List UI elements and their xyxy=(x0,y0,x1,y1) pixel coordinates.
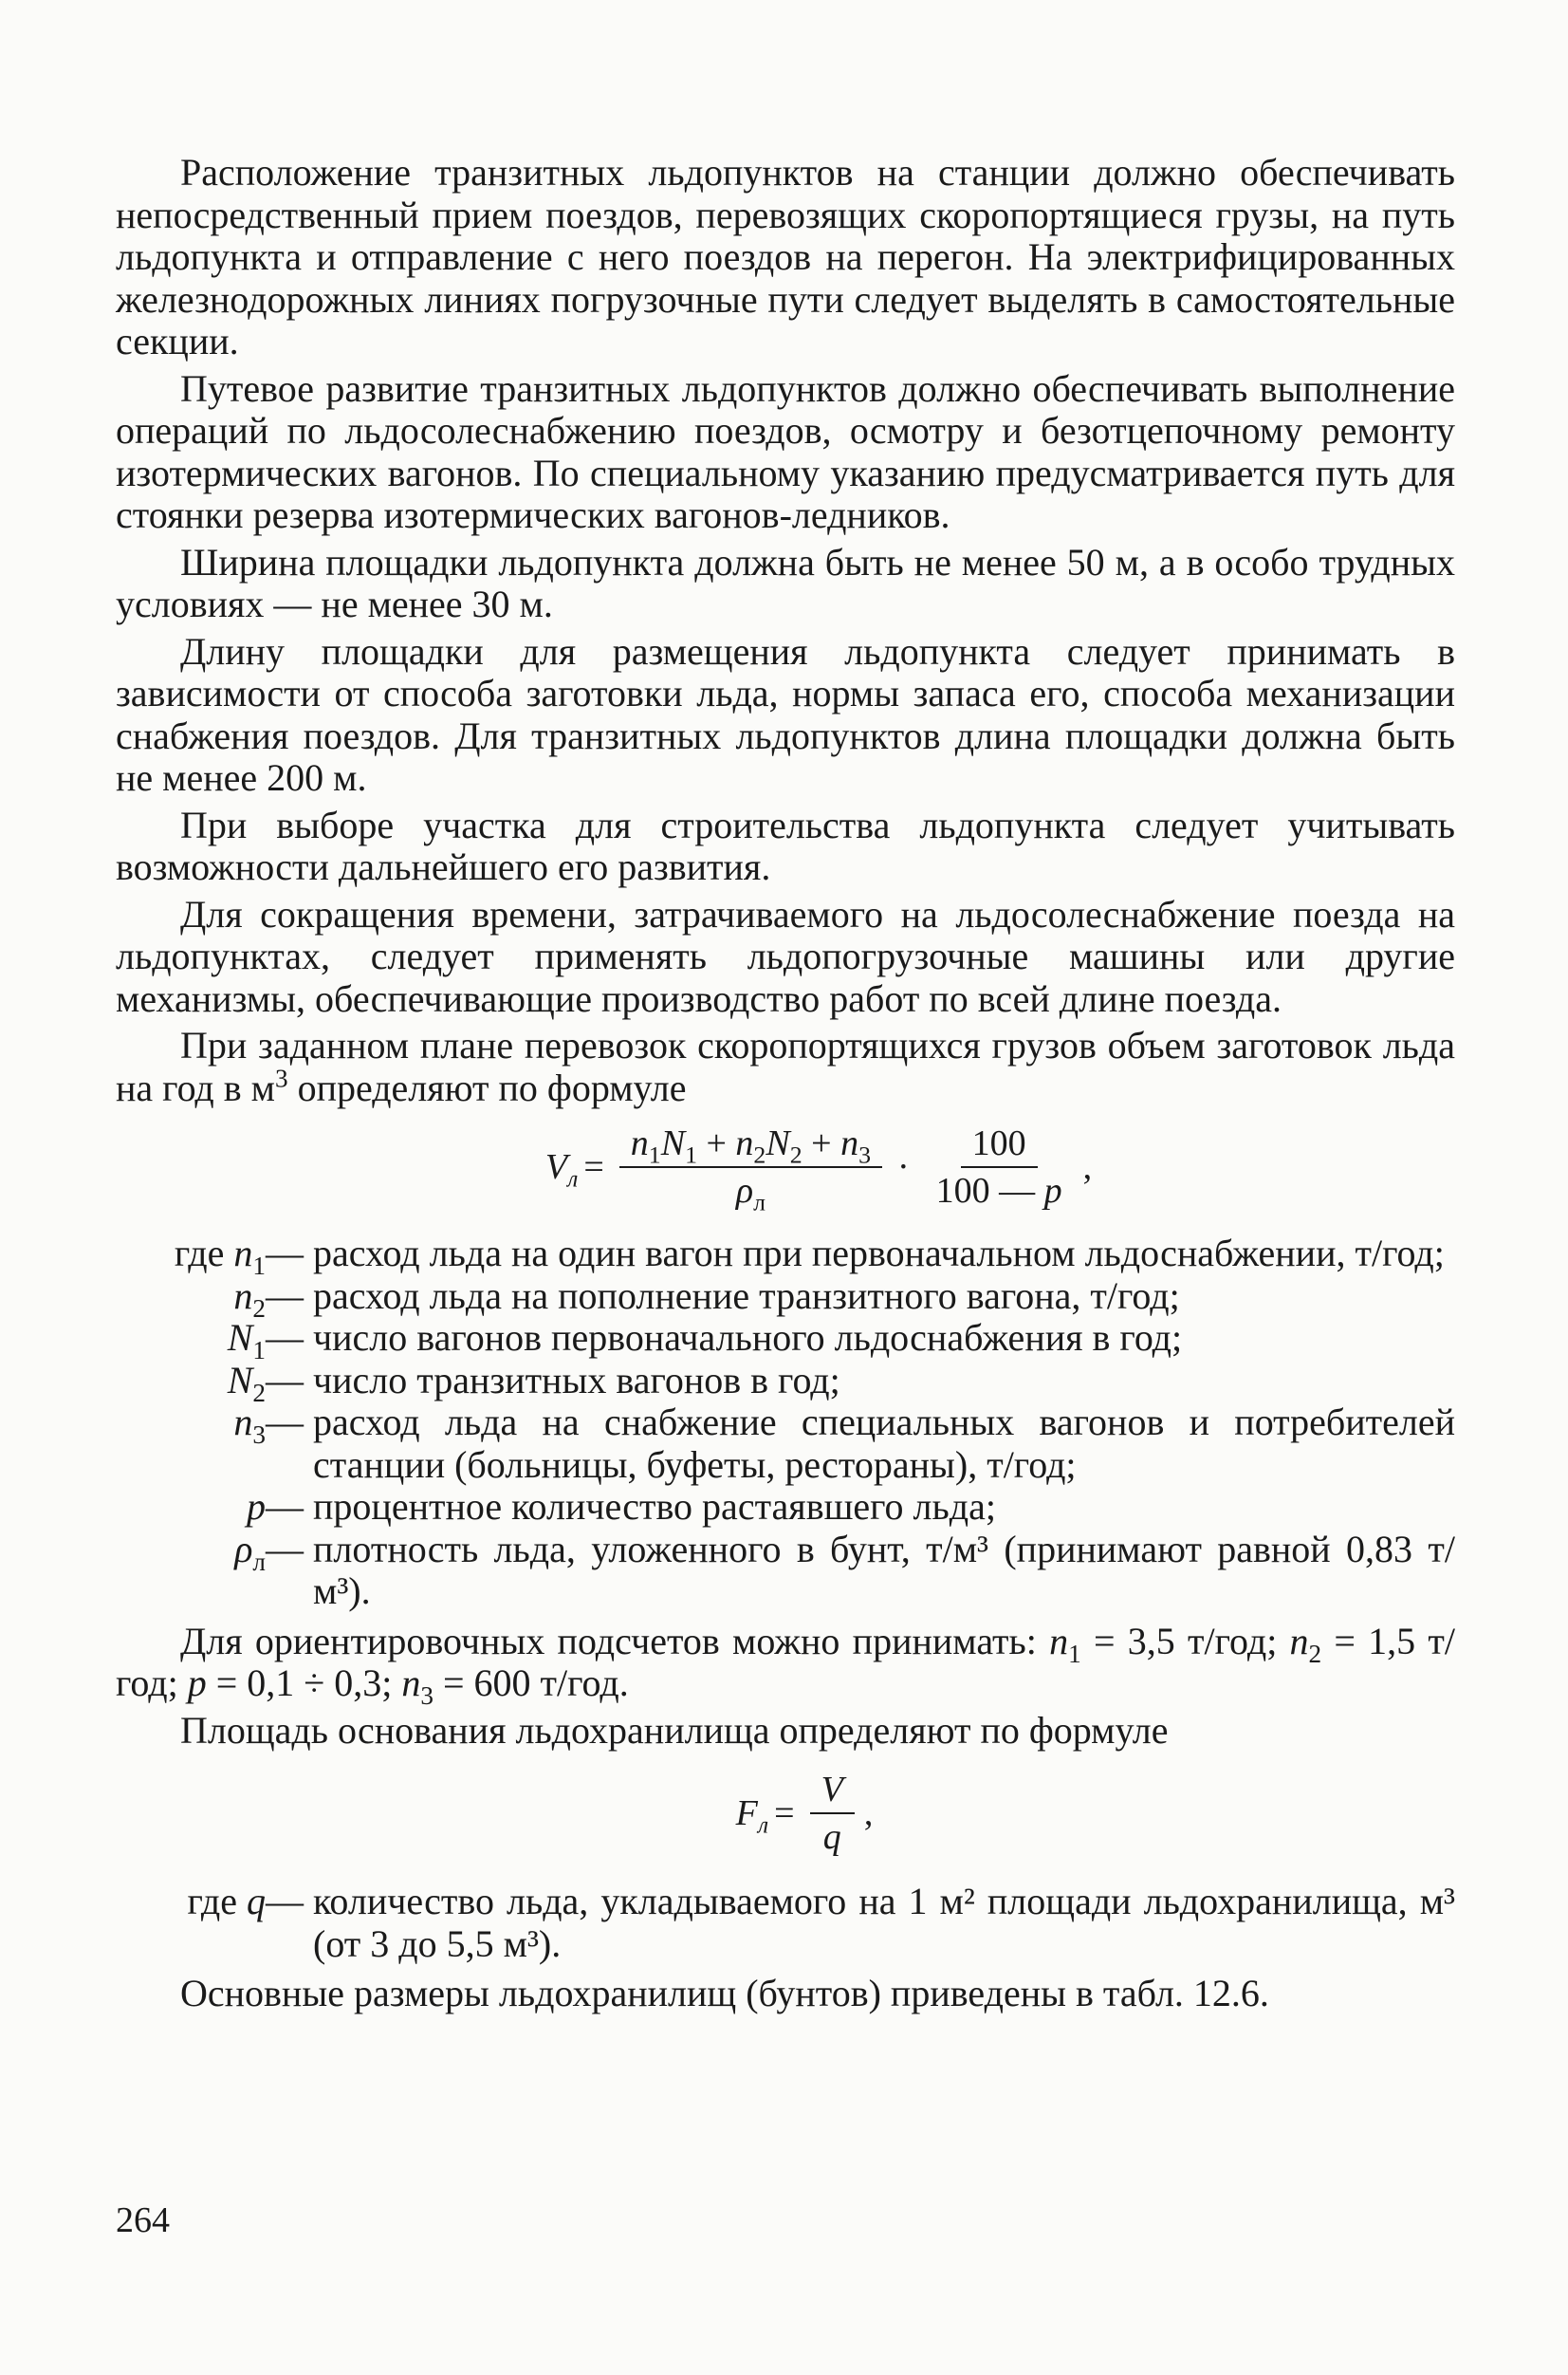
formula2-numerator: V xyxy=(810,1769,855,1814)
formula2-comma: , xyxy=(863,1792,874,1833)
paragraph-6: Для сокращения времени, затрачиваемого на льдосолеснабжение поезда на льдопунктах, следует применять льдопогрузочные машины или другие механизмы, обеспечивающие производство работ по всей длине поезда. xyxy=(116,892,1455,1020)
definition-rho: $\rho_л—$ плотность льда, уложенного в бунт, т/м³ (принимают равной 0,83 т/м³). xyxy=(234,1527,1455,1612)
formula2-equals: = xyxy=(774,1792,795,1833)
page-number: 264 xyxy=(116,2200,170,2240)
formula2-lhs: $F_л$ xyxy=(735,1792,769,1839)
paragraph-table-reference: Основные размеры льдохранилищ (бунтов) приведены в табл. 12.6. xyxy=(180,1972,1269,2014)
definition-N2: $N_2—$ число транзитных вагонов в год; xyxy=(227,1358,840,1407)
paragraph-approximate-values: Для ориентировочных подсчетов можно принимать: $n_1 = 3,5$ т/год; $n_2 = 1,5$ т/год; p = 0,1 ÷ 0,3; $n_3 = 600$ т/год. xyxy=(116,1619,1456,1710)
paragraph-5: При выборе участка для строительства льдопункта следует учитывать возможности дальнейшего его развития. xyxy=(116,803,1455,888)
formula1-numerator: $n_1N_1 + n_2N_2 + n_3$ xyxy=(619,1123,882,1168)
page-body xyxy=(116,152,1455,2020)
formula-ice-volume xyxy=(116,1123,1455,1216)
definition-n3: $n_3—$ расход льда на снабжение специальных вагонов и потребителей станции (больницы, буфеты, рестораны), т/год; xyxy=(233,1401,1455,1486)
formula1-comma: , xyxy=(1082,1146,1093,1187)
definition-n1: где $n_1—$ расход льда на один вагон при первоначальном льдоснабжении, т/год; xyxy=(174,1232,1445,1280)
formula2-fraction xyxy=(810,1769,855,1858)
formula2-denominator: q xyxy=(822,1817,841,1857)
formula1-percent-denominator: 100 — p xyxy=(935,1171,1062,1211)
definition-N1: $N_1—$ число вагонов первоначального льдоснабжения в год; xyxy=(227,1316,1183,1364)
paragraph-4: Длину площадки для размещения льдопункта следует принимать в зависимости от способа заготовки льда, нормы запаса его, способа механизации снабжения поездов. Для транзитных льдопунктов длина площадки должна быть не менее 200 м. xyxy=(116,629,1455,799)
variable-definitions-2 xyxy=(116,1881,1455,1965)
formula1-fraction-percent xyxy=(925,1123,1074,1212)
paragraph-3: Ширина площадки льдопункта должна быть не менее 50 м, а в особо трудных условиях — не менее 30 м. xyxy=(116,540,1455,625)
paragraph-base-area: Площадь основания льдохранилища определяют по формуле xyxy=(180,1708,1169,1752)
formula1-percent-numerator: 100 xyxy=(961,1123,1038,1168)
formula1-lhs: $V_л$ xyxy=(544,1146,579,1193)
formula1-multiply: · xyxy=(896,1146,910,1187)
formula1-fraction-main xyxy=(619,1123,882,1216)
formula1-denominator: $\rho_л$ xyxy=(735,1171,766,1216)
formula1-equals: = xyxy=(583,1146,604,1187)
paragraph-1: Расположение транзитных льдопунктов на станции должно обеспечивать непосредственный прием поездов, перевозящих скоропортящиеся грузы, на путь льдопункта и отправление с него поездов на перегон. На электрифицированных железнодорожных линиях погрузочные пути следует выделять в самостоятельные секции. xyxy=(116,151,1455,362)
definition-n2: $n_2—$ расход льда на пополнение транзитного вагона, т/год; xyxy=(233,1273,1180,1323)
paragraph-7: При заданном плане перевозок скоропортящихся грузов объем заготовок льда на год в $м^3$ определяют по формуле xyxy=(116,1024,1455,1109)
paragraph-2: Путевое развитие транзитных льдопунктов должно обеспечивать выполнение операций по льдосолеснабжению поездов, осмотру и безотцепочному ремонту изотермических вагонов. По специальному указанию предусматривается путь для стоянки резерва изотермических вагонов-ледников. xyxy=(116,366,1455,536)
definition-p: p— процентное количество растаявшего льда; xyxy=(247,1485,996,1528)
definition-q: где q— количество льда, укладываемого на 1 м² площади льдохранилища, м³ (от 3 до 5,5 м³). xyxy=(187,1880,1455,1965)
formula-base-area xyxy=(116,1769,1455,1858)
variable-definitions xyxy=(116,1233,1455,1613)
